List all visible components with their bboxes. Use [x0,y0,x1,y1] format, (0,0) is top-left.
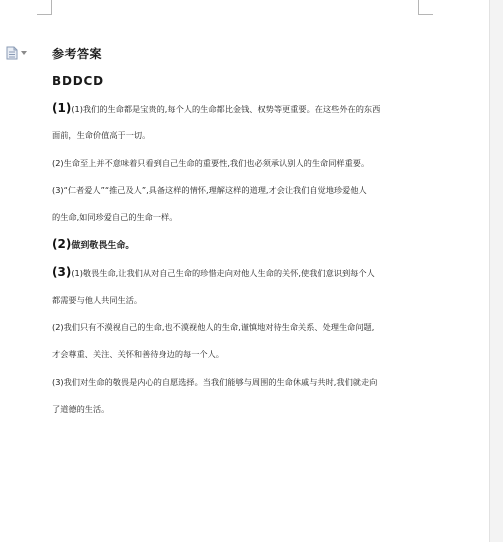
q3-line-3: (2)我们只有不漠视自己的生命,也不漠视他人的生命,谨慎地对待生命关系、处理生命问题, [52,322,375,332]
q1-line-3: (2)生命至上并不意味着只看到自己生命的重要性,我们也必须承认别人的生命同样重要。 [52,158,370,168]
document-menu-button[interactable] [6,46,27,60]
vertical-scrollbar[interactable] [489,0,503,542]
q3-line-4: 才会尊重、关注、关怀和善待身边的每一个人。 [52,349,224,359]
q3-line-2: 都需要与他人共同生活。 [52,295,143,305]
q3-line-1: (3)(1)敬畏生命,让我们从对自己生命的珍惜走向对他人生命的关怀,使我们意识到每个人 [52,265,375,279]
choice-answers: BDDCD [52,74,104,88]
document-icon [6,46,18,60]
q3-line-6: 了道德的生活。 [52,404,110,414]
page-margin-mark-left [37,0,52,15]
q1-line-4: (3)“仁者爱人”“推己及人”,具备这样的情怀,理解这样的道理,才会让我们自觉地珍爱他人 [52,185,367,195]
page-title: 参考答案 [52,47,103,61]
q1-line-5: 的生命,如同珍爱自己的生命一样。 [52,212,178,222]
q3-line-5: (3)我们对生命的敬畏是内心的自愿选择。当我们能够与周围的生命休戚与共时,我们就走向 [52,377,378,387]
page-margin-mark-right [418,0,433,15]
q3-number: (3) [52,265,72,279]
q2-number: (2) [52,237,72,251]
q1-number: (1) [52,101,72,115]
chevron-down-icon [21,51,27,55]
q2-line: (2)做到敬畏生命。 [52,237,135,251]
document-body [52,44,402,414]
q1-line-1: (1)(1)我们的生命都是宝贵的,每个人的生命都比金钱、权势等更重要。在这些外在的东西 [52,101,381,115]
q1-line-2: 面前，生命价值高于一切。 [52,130,151,140]
